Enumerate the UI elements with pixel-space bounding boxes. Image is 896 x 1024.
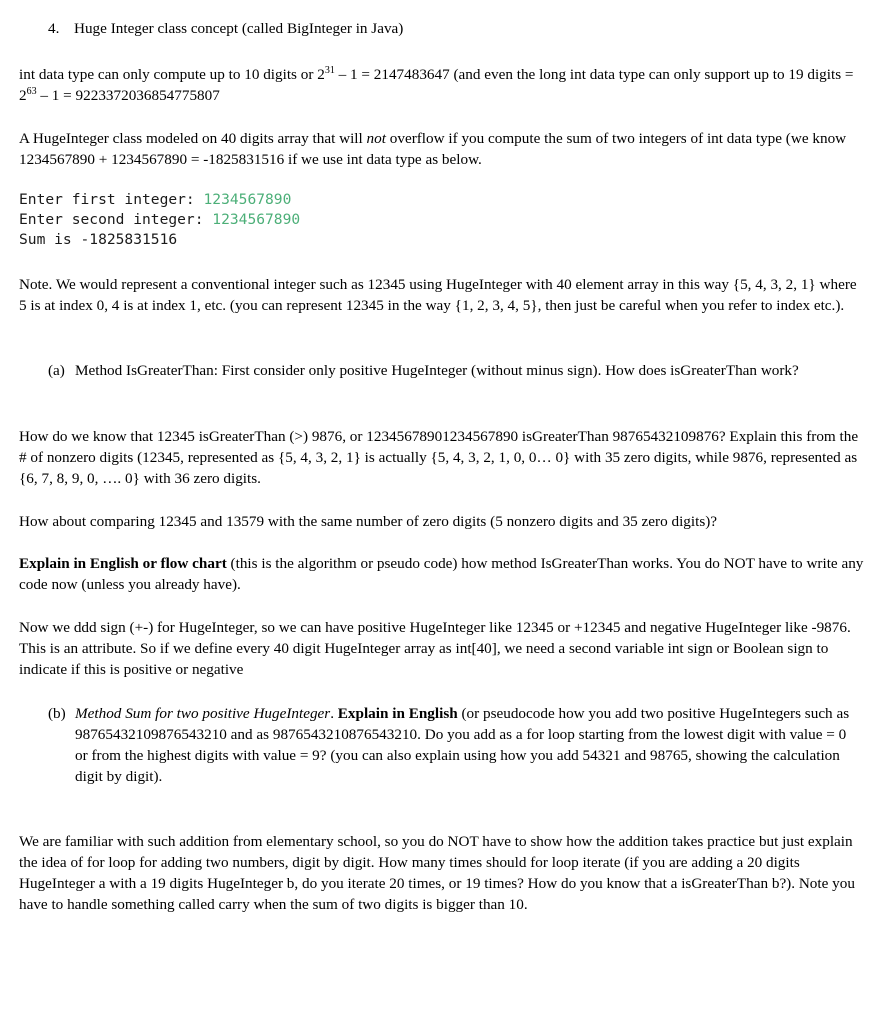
comparison-paragraph: How do we know that 12345 isGreaterThan (>) 9876, or 12345678901234567890 isGreaterThan 98765432109876? Explain this from the # of nonzero digits (12345, represented as {5, 4, 3, 2, 1} is actually {5, 4, 3, 2, 1, 0, 0… 0} with 35 zero digits, while 9876, represented as {6, 7, 8, 9, 0, …. 0} with 36 zero digits. xyxy=(19,428,859,487)
sign-paragraph: Now we ddd sign (+-) for HugeInteger, so we can have positive HugeInteger like 12345 or +12345 and negative HugeInteger like -9876. This is an attribute. So if we define every 40 digit HugeInteger array as int[40], we need a second variable int sign or Boolean sign to indicate if this is positive or negative xyxy=(19,619,851,678)
note-paragraph: Note. We would represent a conventional integer such as 12345 using HugeInteger with 40 element array in this way {5, 4, 3, 2, 1} where 5 is at index 0, 4 is at index 1, etc. (you can represent 12345 in the way {1, 2, 3, 4, 5}, then just be careful when you refer to index etc.). xyxy=(19,276,857,314)
question-heading xyxy=(48,18,403,39)
item-b-text xyxy=(75,703,858,787)
item-b-label: (b) xyxy=(48,705,66,722)
console-input-2: 1234567890 xyxy=(212,211,301,228)
console-input-1: 1234567890 xyxy=(203,191,292,208)
console-line-1 xyxy=(19,190,300,210)
item-b-rest: (or pseudocode how you add two positive HugeIntegers such as 98765432109876543210 and as 9876543210876543210. Do you add as a for loop starting from the lowest digit with value = 0 or from the highest digits with value = 9? (you can also explain using how you add 54321 and 98765, showing the calculation digit by digit). xyxy=(75,705,850,785)
same-digits-paragraph: How about comparing 12345 and 13579 with the same number of zero digits (5 nonzero digits and 35 zero digits)? xyxy=(19,513,718,530)
console-prompt-2: Enter second integer: xyxy=(19,211,213,228)
item-a-label: (a) xyxy=(48,362,65,379)
explain-rest: (this is the algorithm or pseudo code) how method IsGreaterThan works. You do NOT have to write any code now (unless you already have). xyxy=(19,555,864,593)
intro-exponent-1: 31 xyxy=(324,64,335,76)
question-number: 4. xyxy=(48,20,60,37)
item-b-bold: Explain in English xyxy=(337,705,458,722)
console-output xyxy=(19,190,300,250)
hugeinteger-paragraph xyxy=(19,128,867,170)
intro-text-1: int data type can only compute up to 10 digits or 2 xyxy=(19,66,325,83)
hugeinteger-emphasis: not xyxy=(366,130,386,147)
item-b-emphasis: Method Sum for two positive HugeInteger xyxy=(75,705,331,722)
hugeinteger-text-1: A HugeInteger class modeled on 40 digits array that will xyxy=(19,130,367,147)
item-b xyxy=(48,703,858,787)
console-line-2 xyxy=(19,210,300,230)
intro-paragraph xyxy=(19,64,867,106)
item-a-text: Method IsGreaterThan: First consider only positive HugeInteger (without minus sign). How does isGreaterThan work? xyxy=(75,362,799,379)
console-prompt-1: Enter first integer: xyxy=(19,191,204,208)
intro-text-2: – 1 = 2147483647 (and even the long int data type can only support up to 19 digits = 2 xyxy=(19,66,854,104)
intro-exponent-2: 63 xyxy=(26,85,37,97)
question-title: Huge Integer class concept (called BigInteger in Java) xyxy=(74,20,404,37)
explain-paragraph xyxy=(19,553,867,595)
console-line-3: Sum is -1825831516 xyxy=(19,231,178,248)
hugeinteger-text-2: overflow if you compute the sum of two integers of int data type (we know 1234567890 + 1234567890 = -1825831516 if we use int data type as below. xyxy=(19,130,847,168)
explain-bold: Explain in English or flow chart xyxy=(19,555,227,572)
item-a xyxy=(48,360,858,381)
final-paragraph: We are familiar with such addition from elementary school, so you do NOT have to show how the addition takes practice but just explain the idea of for loop for adding two numbers, digit by digit. How many times should for loop iterate (if you are adding a 20 digits HugeInteger a with a 19 digits HugeInteger b, do you iterate 20 times, or 19 times? How do you know that a isGreaterThan b?). Note you have to handle something called carry when the sum of two digits is bigger than 10. xyxy=(19,833,855,913)
intro-text-3: – 1 = 9223372036854775807 xyxy=(36,87,220,104)
item-b-dot: . xyxy=(330,705,338,722)
